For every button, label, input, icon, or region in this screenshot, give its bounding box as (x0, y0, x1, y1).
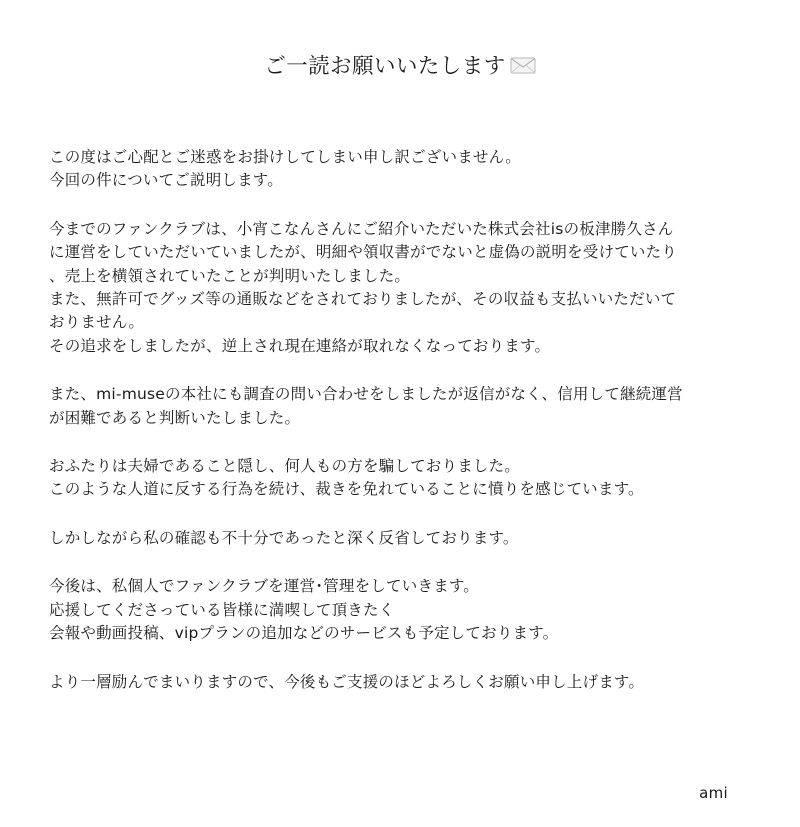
text-line: 応援してくださっている皆様に満喫して頂きたく (49, 600, 395, 619)
paragraph (49, 527, 749, 550)
text-line: に運営をしていただいていましたが、明細や領収書がでないと虚偽の説明を受けていたり (49, 243, 678, 262)
envelope-icon (510, 57, 536, 74)
text-line: その追求をしましたが、逆上され現在連絡が取れなくなっております。 (49, 336, 551, 355)
page-title-text: ご一読お願いいたします (264, 54, 506, 79)
text-line: 今後は、私個人でファンクラブを運営･管理をしていきます。 (49, 577, 479, 596)
text-line: また、無許可でグッズ等の通販などをされておりましたが、その収益も支払いいただいて (49, 290, 677, 309)
text-line: この度はご心配とご迷惑をお掛けしてしまい申し訳ございません。 (49, 148, 521, 166)
paragraph (49, 575, 749, 645)
text-line: 今回の件についてご説明します。 (49, 171, 283, 190)
text-line: おりません。 (49, 313, 145, 332)
text-line: 会報や動画投稿、vipプランの追加などのサービスも予定しております。 (49, 624, 559, 643)
text-line: 今までのファンクラブは、小宵こなんさんにご紹介いただいた株式会社isの板津勝久さん (49, 219, 674, 238)
text-line: また、mi-museの本社にも調査の問い合わせをしましたが返信がなく、信用して継続運営 (49, 385, 683, 404)
signature: ami (699, 784, 728, 802)
text-line: おふたりは夫婦であること隠し、何人もの方を騙しておりました。 (49, 457, 521, 476)
text-line: より一層励んでまいりますので、今後もご支援のほどよろしくお願い申し上げます。 (49, 672, 645, 691)
paragraph (49, 671, 749, 694)
text-line: このような人道に反する行為を続け、裁きを免れていることに憤りを感じています。 (49, 480, 644, 499)
text-line: しかしながら私の確認も不十分であったと深く反省しております。 (49, 528, 519, 547)
text-line: 、売上を横領されていたことが判明いたしました。 (49, 266, 411, 285)
paragraph (49, 146, 749, 193)
paragraph (49, 455, 749, 502)
text-line: が困難であると判断いたしました。 (49, 408, 301, 427)
notice-body (49, 146, 749, 694)
page-title (0, 50, 800, 84)
paragraph (49, 383, 749, 430)
paragraph (49, 218, 749, 358)
